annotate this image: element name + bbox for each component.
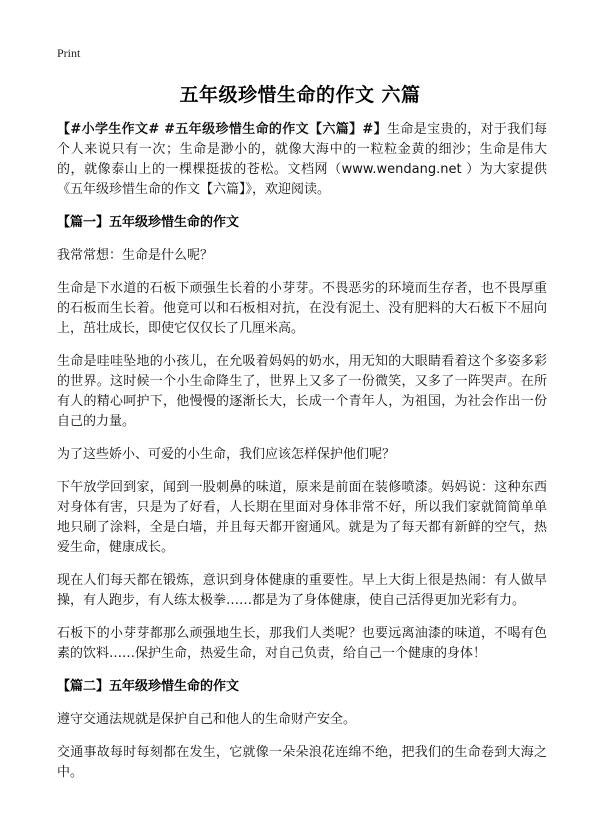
section-1-paragraph: 我常常想：生命是什么呢？ bbox=[57, 248, 214, 263]
section-1-paragraph: 下午放学回到家，闻到一股刺鼻的味道，原来是前面在装修喷漆。妈妈说：这种东西对身体有害，只是为了好看，人长期在里面对身体非常不好，所以我们家就简简单单地只刷了涂料，全是白墙，并且每天都开窗通风。就是为了每天都有新鲜的空气，热爱生命，健康成长。 bbox=[57, 480, 547, 555]
section-1-paragraph: 生命是下水道的石板下顽强生长着的小芽芽。不畏恶劣的环境而生存者，也不畏厚重的石板而生长着。他竟可以和石板相对抗，在没有泥土、没有肥料的大石板下不屈向上，茁壮成长，即使它仅仅长了几厘米高。 bbox=[57, 281, 547, 336]
document-title: 五年级珍惜生命的作文 六篇 bbox=[179, 84, 421, 106]
section-1-paragraph: 为了这些娇小、可爱的小生命，我们应该怎样保护他们呢？ bbox=[57, 447, 396, 462]
section-2-paragraph: 遵守交通法规就是保护自己和他人的生命财产安全。 bbox=[57, 712, 357, 727]
section-heading-1: 【篇一】五年级珍惜生命的作文 bbox=[57, 215, 240, 230]
intro-tag: 【#小学生作文# #五年级珍惜生命的作文【六篇】#】 bbox=[57, 122, 388, 137]
intro-paragraph bbox=[57, 120, 547, 200]
section-1-paragraph: 石板下的小芽芽都那么顽强地生长，那我们人类呢？也要远离油漆的味道，不喝有色素的饮料……保护生命，热爱生命，对自己负责，给自己一个健康的身体！ bbox=[57, 626, 547, 661]
section-heading-2: 【篇二】五年级珍惜生命的作文 bbox=[57, 679, 240, 694]
section-1-paragraph: 现在人们每天都在锻炼，意识到身体健康的重要性。早上大街上很是热闹：有人做早操，有人跑步，有人练太极拳……都是为了身体健康，使自己活得更加光彩有力。 bbox=[57, 573, 547, 608]
intro-text: 生命是宝贵的，对于我们每个人来说只有一次；生命是渺小的，就像大海中的一粒粒金黄的细沙；生命是伟大的，就像泰山上的一棵棵挺拔的苍松。文档网（www.wendang.net ）为大家提供《五年级珍惜生命的作文【六篇】》，欢迎阅读。 bbox=[57, 122, 547, 197]
section-2-paragraph: 交通事故每时每刻都在发生，它就像一朵朵浪花连绵不绝，把我们的生命卷到大海之中。 bbox=[57, 745, 547, 780]
section-1-paragraph: 生命是哇哇坠地的小孩儿，在允吸着妈妈的奶水，用无知的大眼睛看着这个多姿多彩的世界。这时候一个小生命降生了，世界上又多了一份微笑，又多了一阵哭声。在所有人的精心呵护下，他慢慢的逐渐长大，长成一个青年人，为祖国，为社会作出一份自己的力量。 bbox=[57, 354, 547, 429]
print-link[interactable]: Print bbox=[57, 46, 81, 60]
document-body bbox=[57, 120, 547, 796]
